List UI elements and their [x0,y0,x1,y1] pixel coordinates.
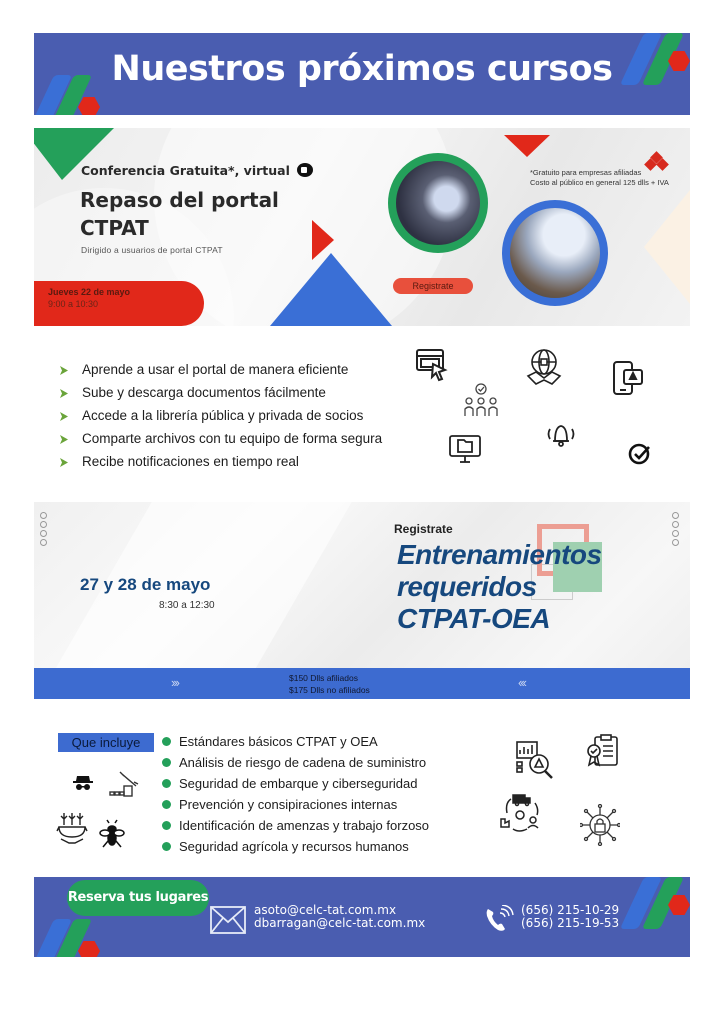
logo-left [34,911,104,957]
supply-chain-icon [499,793,543,833]
footer-banner [34,877,690,957]
decor-dots-right [672,512,680,548]
conference-subtitle: Dirigido a usuarios de portal CTPAT [81,245,223,255]
risk-analysis-icon [515,740,555,780]
agriculture-gear-icon [55,811,89,845]
list-item: Comparte archivos con tu equipo de forma segura [60,427,382,450]
decor-red-triangle-top [504,135,550,157]
bullet-dot-icon [162,821,171,830]
conference-time: 9:00 a 10:30 [48,299,99,309]
register-button[interactable]: Registrate [393,278,473,294]
list-item: Recibe notificaciones en tiempo real [60,450,382,473]
list-item: Seguridad agrícola y recursos humanos [162,836,429,857]
logo-right [622,877,690,933]
conference-date: Jueves 22 de mayo [48,287,131,297]
envelope-icon [210,906,246,939]
price-bar [34,668,690,699]
list-item: Accede a la librería pública y privada de socios [60,404,382,427]
email-link[interactable]: asoto@celc-tat.com.mx [254,903,397,917]
benefits-list [60,358,382,473]
phone-icon [484,905,514,938]
computer-folder-icon [448,430,482,464]
training-prices: $150 Dlls afiliados $175 Dlls no afiliados [289,673,370,695]
conference-headline: Repaso del portal CTPAT [80,188,279,240]
list-item: Sube y descarga documentos fácilmente [60,381,382,404]
pricing-note: *Gratuito para empresas afiliadas Costo al público en general 125 dlls + IVA [530,168,669,187]
contact-emails [254,904,425,930]
network-lock-icon [580,804,620,846]
header-banner [34,33,690,115]
phone-notification-icon [612,360,644,396]
list-item: Identificación de amenzas y trabajo forzoso [162,815,429,836]
bullet-dot-icon [162,758,171,767]
video-camera-icon [297,163,313,177]
arrow-bullet-icon [60,366,68,375]
arrow-bullet-icon [60,389,68,398]
training-time: 8:30 a 12:30 [159,600,215,611]
wrench-hand-icon [108,770,140,802]
decor-cream-triangle [644,190,690,304]
bullet-dot-icon [162,800,171,809]
decor-dots-left [40,512,48,548]
training-banner [34,502,690,699]
bell-icon [545,421,577,447]
contact-phones [521,904,619,930]
arrow-bullet-icon [60,412,68,421]
training-title: Entrenamientos requeridos CTPAT-OEA [397,539,602,634]
chevrons-right-icon: ››› [171,675,178,690]
list-item: Estándares básicos CTPAT y OEA [162,731,429,752]
bee-icon [99,819,125,849]
bullet-dot-icon [162,737,171,746]
photo-audience [502,200,608,306]
certified-clipboard-icon [585,733,621,769]
chevrons-left-icon: ‹‹‹ [518,675,525,690]
includes-tag: Que incluye [58,733,154,752]
list-item: Prevención y consipiraciones internas [162,794,429,815]
phone-link[interactable]: (656) 215-19-53 [521,916,620,930]
conference-date-pill [34,281,204,326]
arrow-bullet-icon [60,458,68,467]
list-item: Análisis de riesgo de cadena de suministro [162,752,429,773]
browser-click-icon [415,348,449,382]
training-date: 27 y 28 de mayo [80,575,211,594]
spy-icon [73,774,93,792]
email-link[interactable]: dbarragan@celc-tat.com.mx [254,916,426,930]
training-register-link[interactable]: Registrate [394,522,453,536]
bullet-dot-icon [162,842,171,851]
reserve-button[interactable]: Reserva tus lugares [67,880,209,916]
logo-right [622,33,690,89]
check-circle-icon [628,442,652,466]
globe-handshake-icon [526,348,562,388]
conference-card [34,128,690,326]
photo-laptop [388,153,488,253]
includes-list [162,731,429,857]
page-title: Nuestros próximos cursos [111,49,613,89]
arrow-bullet-icon [60,435,68,444]
phone-link[interactable]: (656) 215-10-29 [521,903,620,917]
bullet-dot-icon [162,779,171,788]
list-item: Aprende a usar el portal de manera eficiente [60,358,382,381]
list-item: Seguridad de embarque y ciberseguridad [162,773,429,794]
conference-kicker: Conferencia Gratuita*, virtual [81,163,313,178]
team-check-icon [464,383,498,417]
